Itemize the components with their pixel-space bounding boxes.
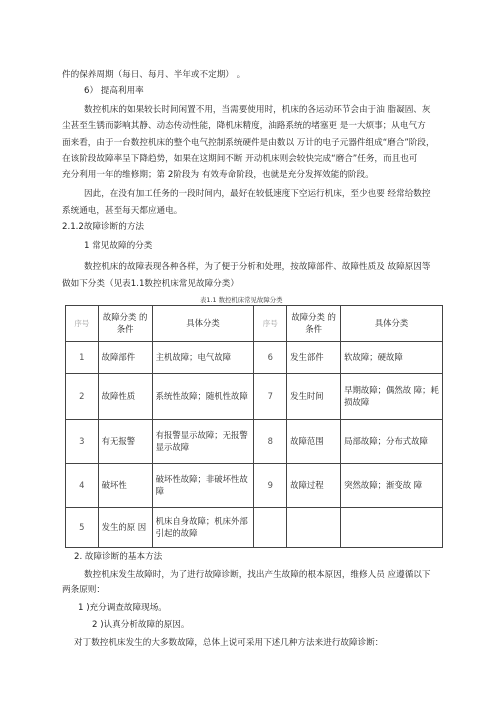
paragraph-line: 数控机床发生故障时，为了进行故障诊断，找出产生故障的根本原因，维修人员 应遵循以下	[84, 570, 431, 580]
row-category: 故障过程	[287, 464, 341, 508]
row-index: 9	[254, 464, 287, 508]
row-index	[254, 508, 287, 548]
paragraph-line: 面来看，由于一台数控机床的整个电气控制系统硬件是由数以 万计的电子元器件组成“磨合”阶段，	[62, 138, 435, 148]
row-index: 4	[66, 464, 99, 508]
paragraph-line: 对丁数控机床发生的大多数故障，总体上说可采用下述几种方法来进行故障诊断：	[74, 638, 384, 648]
header-detail: 具体分类	[341, 306, 443, 342]
row-index: 3	[66, 420, 99, 464]
paragraph-line: 两条原则：	[62, 585, 105, 595]
row-index: 6	[254, 342, 287, 374]
row-category: 破坏性	[98, 464, 152, 508]
table-row	[66, 374, 443, 420]
paragraph-line: 做如下分类（见表1.1数控机床常见故障分类）	[62, 279, 239, 289]
header-index: 序号	[254, 306, 287, 342]
row-detail: 突然故障；渐变故 障	[341, 464, 443, 508]
row-index: 1	[66, 342, 99, 374]
row-detail: 软故障；硬故障	[341, 342, 443, 374]
fault-classification-table	[65, 305, 443, 548]
table-row	[66, 508, 443, 548]
row-index: 8	[254, 420, 287, 464]
paragraph-line: 件的保养周期（每日、每月、半年或不定期） 。	[62, 70, 246, 80]
table-row	[66, 464, 443, 508]
row-category: 故障范围	[287, 420, 341, 464]
list-item: 2 )认真分析故障的原因。	[92, 620, 190, 630]
row-category: 故障性质	[98, 374, 152, 420]
header-detail: 具体分类	[152, 306, 254, 342]
row-detail: 有报警显示故障；无报警显示故障	[152, 420, 254, 464]
paragraph-line: 系统通电，甚至每天都应通电。	[62, 206, 183, 216]
row-category: 发生时间	[287, 374, 341, 420]
header-category: 故障分类 的条件	[287, 306, 341, 342]
row-detail: 局部故障；分布式故障	[341, 420, 443, 464]
table-row	[66, 342, 443, 374]
row-index: 2	[66, 374, 99, 420]
paragraph-line: 数控机床的如果较长时间闲置不用，当需要使用时，机床的各运动环节会由于油 脂凝固、灰	[84, 105, 431, 115]
row-index: 7	[254, 374, 287, 420]
row-index: 5	[66, 508, 99, 548]
row-category: 发生部件	[287, 342, 341, 374]
subsection-heading: 1 常见故障的分类	[84, 241, 153, 251]
paragraph-line: 数控机床的故障表现各种各样，为了便于分析和处理，按故障部件、故障性质及 故障原因等	[84, 262, 431, 272]
row-category	[287, 508, 341, 548]
section-heading: 6） 提高利用率	[84, 86, 144, 96]
paragraph-line: 在该阶段故障率呈下降趋势，如果在这期间不断 开动机床则会较快完成“磨合”任务，而且也可	[62, 154, 418, 164]
row-detail: 早期故障；偶然故 障；耗损故障	[341, 374, 443, 420]
row-detail: 破坏性故障；非破坏性故障	[152, 464, 254, 508]
paragraph-line: 因此，在没有加工任务的一段时间内，最好在较低速度下空运行机床，至少也要 经常给数控	[84, 189, 431, 199]
header-index: 序号	[66, 306, 99, 342]
paragraph-line: 尘甚至生锈而影响其静、动态传动性能，降机床精度，油路系统的堵塞更 是一大烦事；从电气方	[62, 121, 426, 131]
row-category: 发生的原 因	[98, 508, 152, 548]
row-detail: 机床自身故障；机床外部引起的故障	[152, 508, 254, 548]
section-heading: 2.1.2故障诊断的方法	[62, 222, 145, 232]
table-row	[66, 420, 443, 464]
paragraph-line: 充分利用一年的维修期；第 2阶段为 有效寿命阶段，也就是充分发挥效能的阶段。	[62, 170, 374, 180]
header-category: 故障分类 的条件	[98, 306, 152, 342]
table-header-row	[66, 306, 443, 342]
table-caption: 表1.1 数控机床常见故障分类	[200, 296, 283, 304]
row-category: 有无报警	[98, 420, 152, 464]
row-detail: 主机故障；电气故障	[152, 342, 254, 374]
row-category: 故障部件	[98, 342, 152, 374]
section-heading: 2. 故障诊断的基本方法	[74, 552, 163, 562]
list-item: 1 )充分调查故障现场。	[78, 603, 167, 613]
row-detail: 系统性故障；随机性故障	[152, 374, 254, 420]
row-detail	[341, 508, 443, 548]
